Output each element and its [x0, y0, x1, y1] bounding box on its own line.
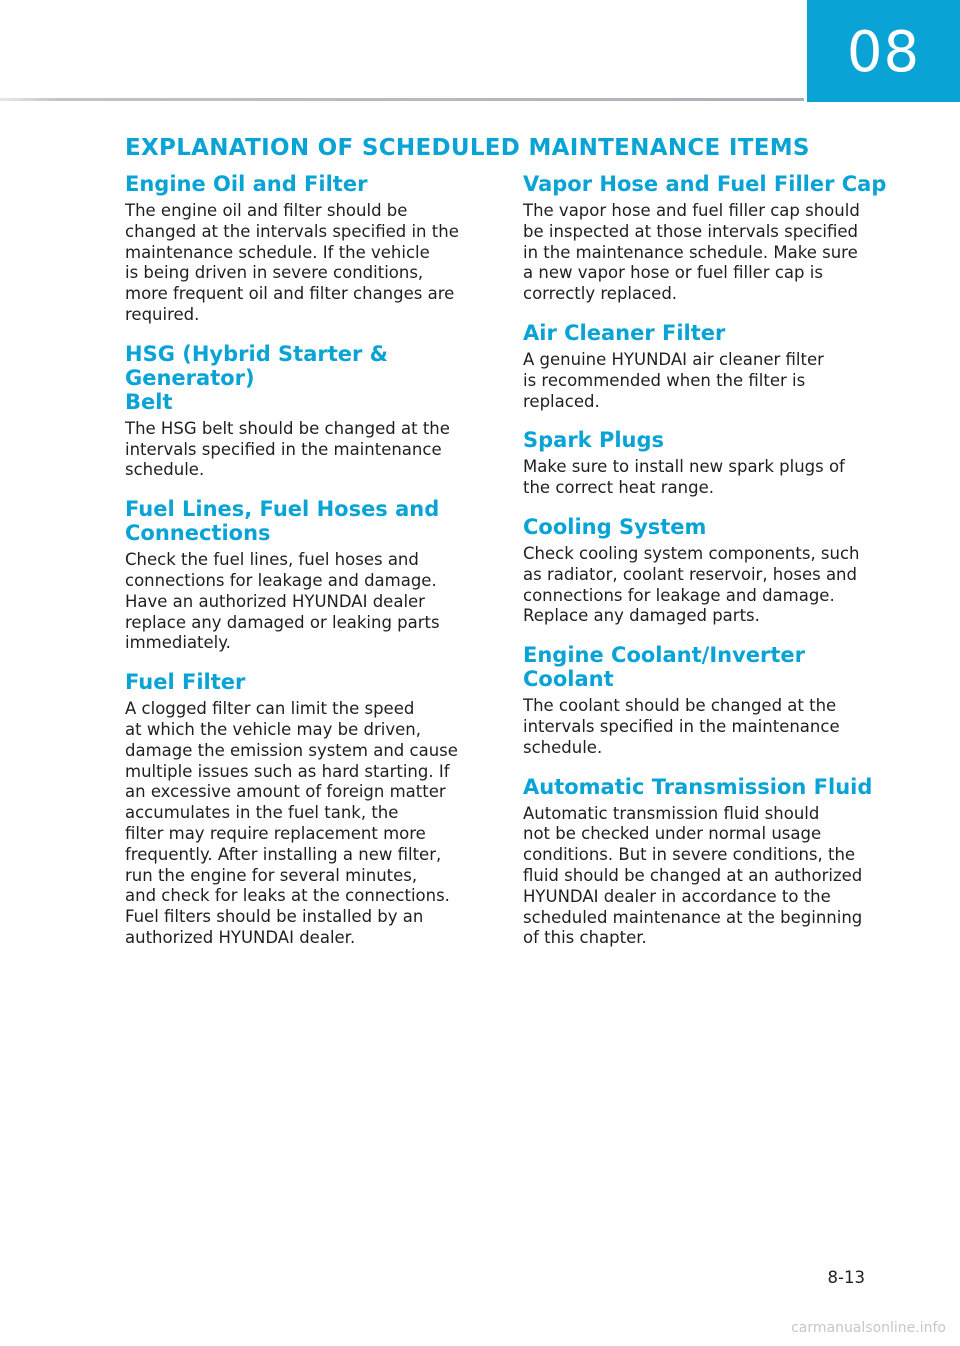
item-title: HSG (Hybrid Starter & Generator) Belt	[125, 341, 388, 414]
section-title: EXPLANATION OF SCHEDULED MAINTENANCE ITEMS	[125, 135, 810, 161]
left-column	[125, 172, 495, 949]
item-title: Vapor Hose and Fuel Filler Cap	[523, 172, 887, 196]
item-title: Spark Plugs	[523, 428, 665, 453]
item-body: A clogged filter can limit the speed at which the vehicle may be driven, damage the emission system and cause multiple issues such as hard starting. If an excessive amount of foreign matter accumulates in the fuel tank, the filter may require replacement more frequently. After installing a new filter, run the engine for several minutes, and check for leaks at the connections. Fuel filters should be installed by an authorized HYUNDAI dealer.	[125, 699, 458, 947]
chapter-tab: 08	[807, 0, 960, 102]
item-title: Cooling System	[523, 514, 707, 539]
item-engine-oil-filter	[125, 172, 495, 326]
item-automatic-transmission-fluid	[523, 775, 893, 950]
watermark-text: carmanualsonline.info	[791, 1320, 946, 1336]
item-body: The vapor hose and fuel filler cap should be inspected at those intervals specified in the maintenance schedule. Make sure a new vapor hose or fuel filler cap is correctly replaced.	[523, 201, 860, 304]
item-title: Air Cleaner Filter	[523, 320, 726, 345]
item-spark-plugs	[523, 428, 893, 499]
item-title: Fuel Lines, Fuel Hoses and Connections	[125, 497, 440, 546]
item-title: Engine Oil and Filter	[125, 172, 368, 196]
page-number: 8-13	[827, 1268, 865, 1287]
item-body: Check the fuel lines, fuel hoses and connections for leakage and damage. Have an authorized HYUNDAI dealer replace any damaged or leaking parts immediately.	[125, 550, 440, 653]
item-hsg-belt	[125, 342, 495, 481]
item-body: Check cooling system components, such as radiator, coolant reservoir, hoses and connections for leakage and damage. Replace any damaged parts.	[523, 543, 860, 626]
item-title: Automatic Transmission Fluid	[523, 774, 873, 799]
item-fuel-filter	[125, 670, 495, 949]
item-body: Automatic transmission fluid should not be checked under normal usage conditions. But in severe conditions, the fluid should be changed at an authorized HYUNDAI dealer in accordance to the scheduled maintenance at the beginning of this chapter.	[523, 803, 863, 948]
header-rule	[0, 98, 804, 101]
item-fuel-lines	[125, 497, 495, 654]
item-title: Engine Coolant/Inverter Coolant	[523, 643, 806, 692]
item-vapor-hose	[523, 172, 893, 305]
item-body: The coolant should be changed at the intervals specified in the maintenance schedule.	[523, 696, 840, 757]
item-engine-coolant	[523, 643, 893, 758]
item-air-cleaner-filter	[523, 321, 893, 412]
item-body: The HSG belt should be changed at the intervals specified in the maintenance schedule.	[125, 418, 450, 480]
right-column	[523, 172, 893, 949]
item-body: A genuine HYUNDAI air cleaner filter is recommended when the filter is replaced.	[523, 349, 824, 411]
item-body: Make sure to install new spark plugs of the correct heat range.	[523, 457, 845, 498]
item-cooling-system	[523, 515, 893, 627]
item-title: Fuel Filter	[125, 670, 246, 695]
item-body: The engine oil and filter should be changed at the intervals specified in the maintenance schedule. If the vehicle is being driven in severe conditions, more frequent oil and filter changes are required.	[125, 201, 459, 324]
